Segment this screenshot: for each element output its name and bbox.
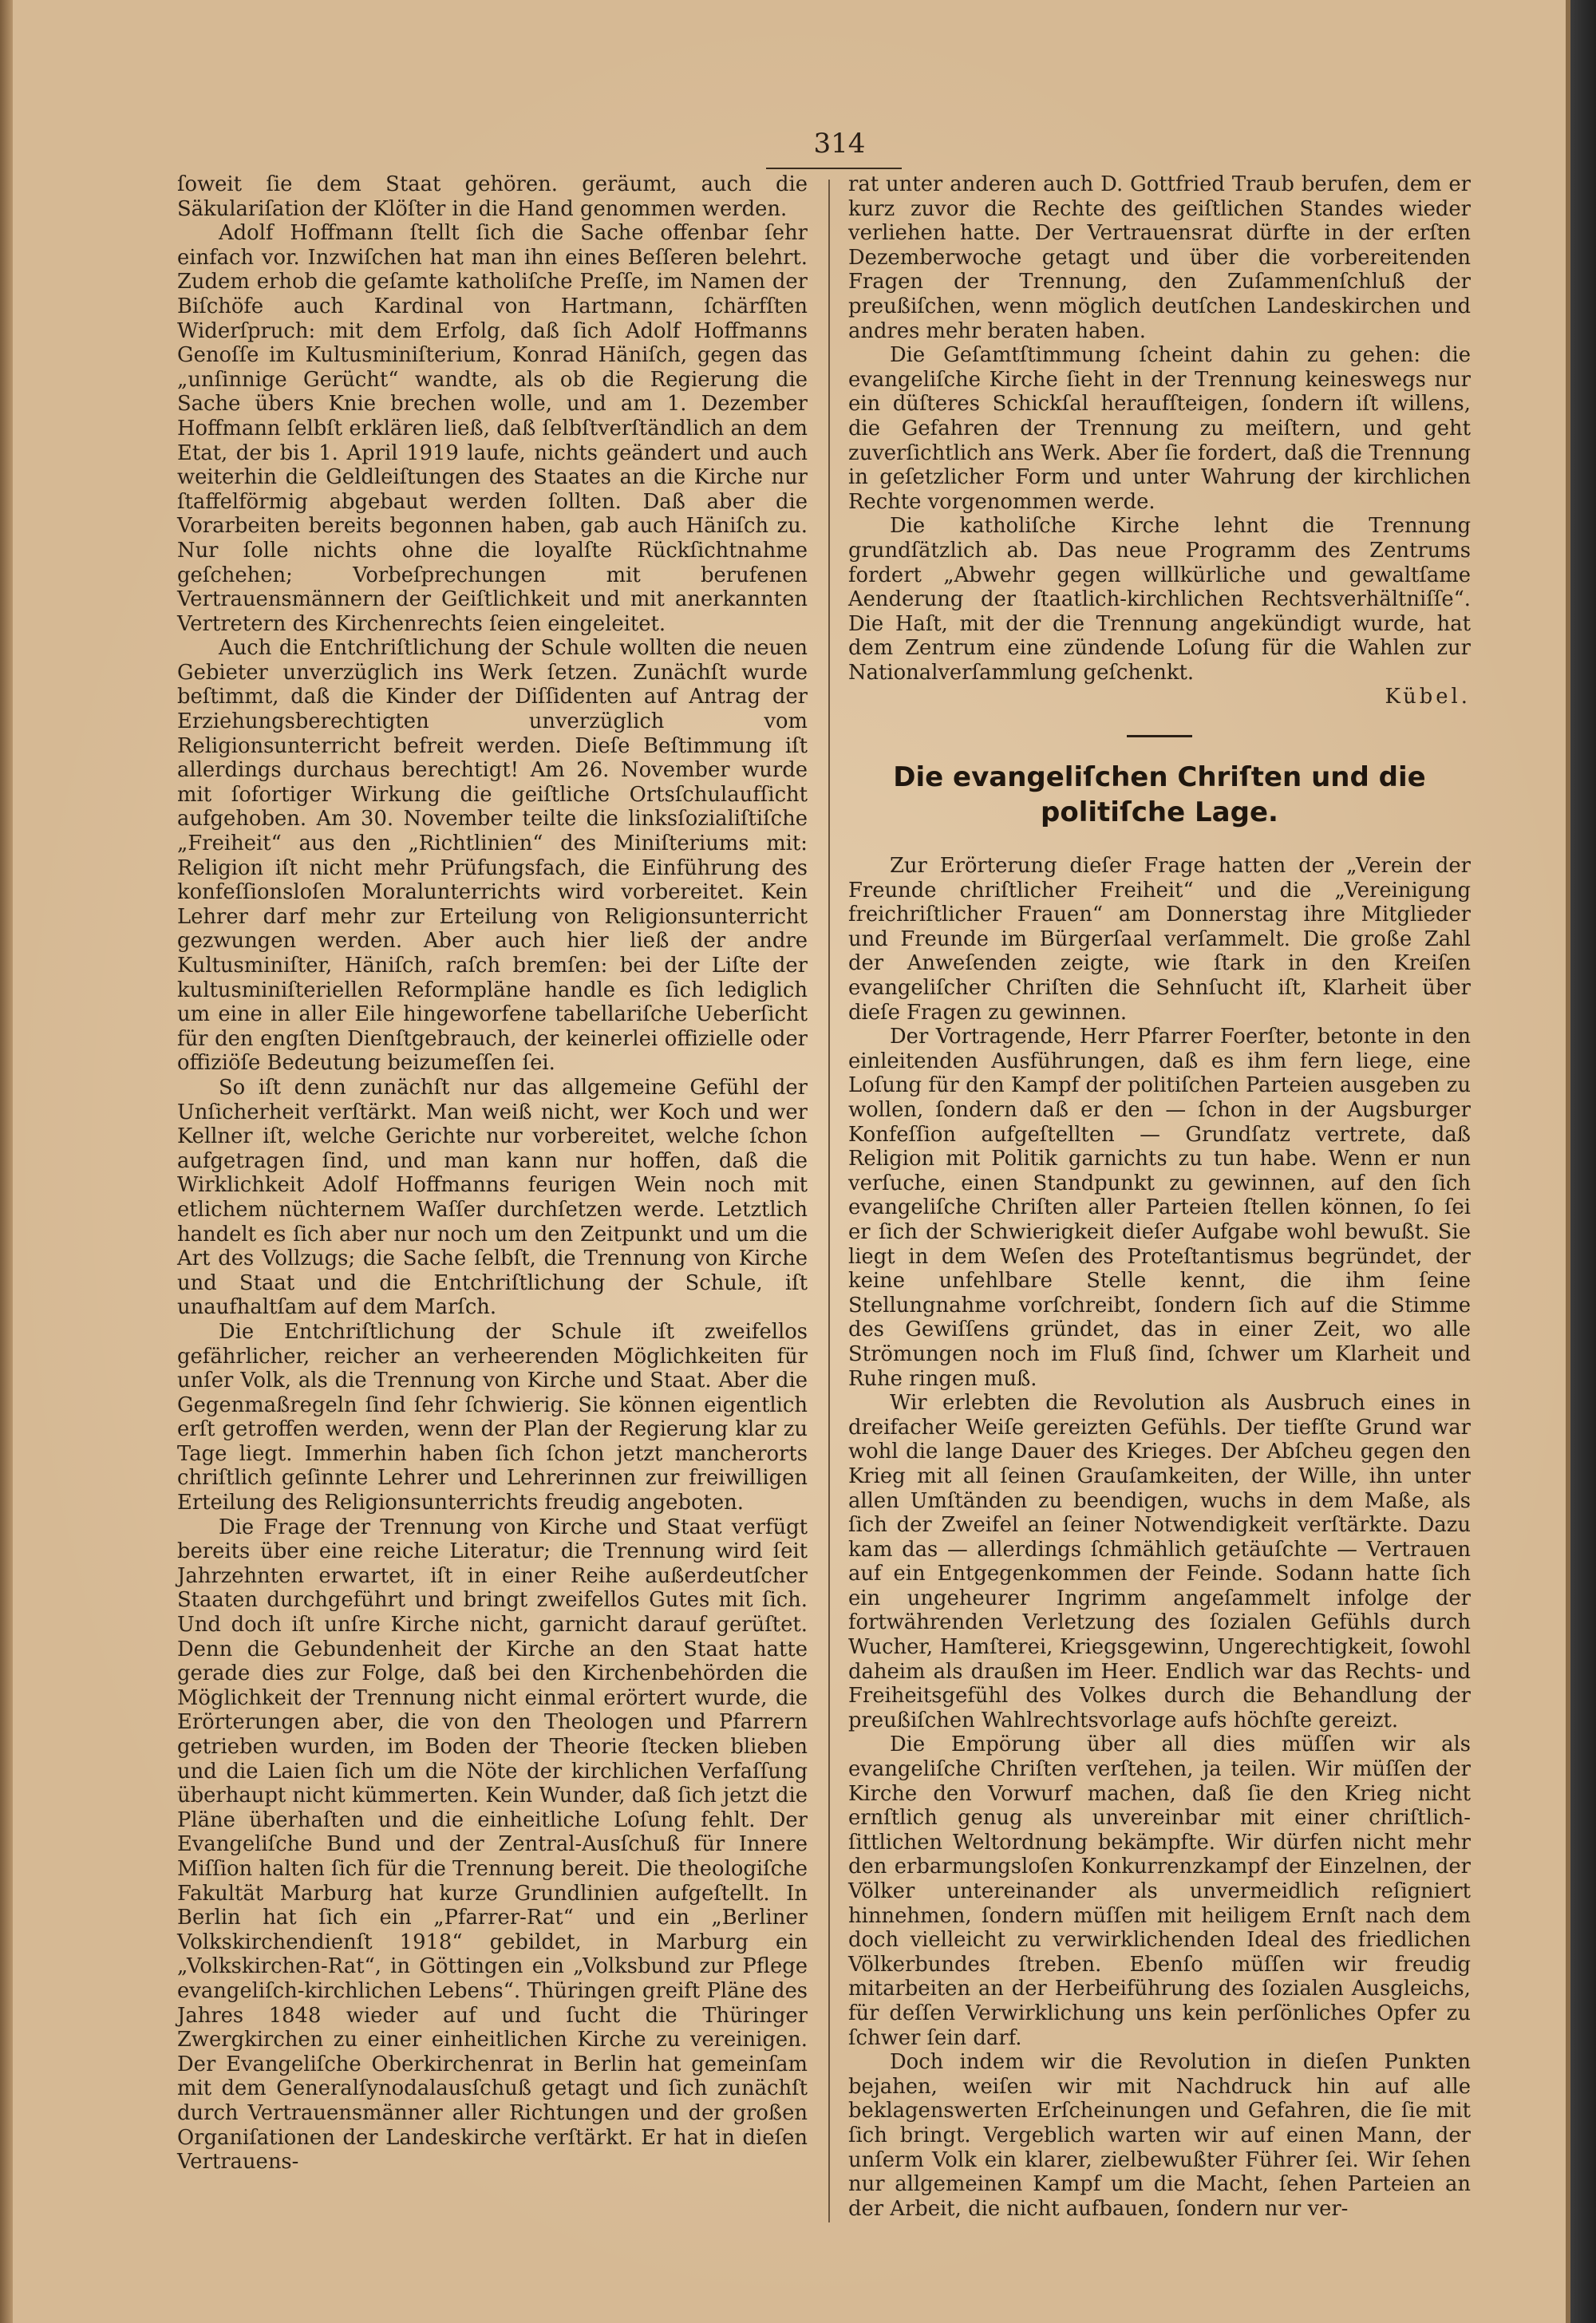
book-spine-shadow bbox=[0, 0, 13, 2323]
column-divider bbox=[828, 180, 830, 2222]
book-cover-board bbox=[1570, 0, 1596, 2323]
right-column bbox=[848, 172, 1471, 2221]
header-rule bbox=[766, 168, 902, 169]
right-paragraph-1: rat unter anderen auch D. Gottfried Traub berufen, dem er kurz zuvor die Rechte des geiſtlichen Standes wieder verliehen hatte. Der Vertrauensrat dürfte in der erſten Dezemberwoche getagt und über die vorbereitenden Fragen der Trennung, den Zuſammenſchluß der preußiſchen, wenn möglich deutſchen Landeskirchen und andres mehr beraten haben. bbox=[848, 172, 1471, 343]
right-paragraph-3: Die katholiſche Kirche lehnt die Trennung grundſätzlich ab. Das neue Programm des Zentrums fordert „Abwehr gegen willkürliche und gewaltſame Aenderung der ſtaatlich-kirchlichen Rechtsverhältniſſe“. Die Haſt, mit der die Trennung angekündigt wurde, hat dem Zentrum eine zündende Loſung für die Wahlen zur Nationalverſammlung geſchenkt. bbox=[848, 514, 1471, 685]
left-column bbox=[177, 172, 808, 2175]
article-separator-rule bbox=[1127, 735, 1192, 737]
article-paragraph-1: Zur Erörterung dieſer Frage hatten der „Verein der Freunde chriſtlicher Freiheit“ und die „Vereinigung freichriſtlicher Frauen“ am Donnerstag ihre Mitglieder und Freunde im Bürgerſaal verſammelt. Die große Zahl der Anweſenden zeigte, wie ſtark in den Kreiſen evangeliſcher Chriſten die Sehnſucht iſt, Klarheit über dieſe Fragen zu gewinnen. bbox=[848, 854, 1471, 1025]
right-paragraph-2: Die Geſamtſtimmung ſcheint dahin zu gehen: die evangeliſche Kirche ſieht in der Trennung keineswegs nur ein düſteres Schickſal heraufſteigen, ſondern iſt willens, die Gefahren der Trennung zu meiſtern, und geht zuverſichtlich ans Werk. Aber ſie fordert, daß die Trennung in geſetzlicher Form und unter Wahrung der kirchlichen Rechte vorgenommen werde. bbox=[848, 343, 1471, 514]
left-paragraph-2: Adolf Hoffmann ſtellt ſich die Sache offenbar ſehr einfach vor. Inzwiſchen hat man ihn eines Beſſeren belehrt. Zudem erhob die geſamte katholiſche Preſſe, im Namen der Biſchöfe auch Kardinal von Hartmann, ſchärfſten Widerſpruch: mit dem Erfolg, daß ſich Adolf Hoffmanns Genoſſe im Kultusminiſterium, Konrad Häniſch, gegen das „unſinnige Gerücht“ wandte, als ob die Regierung die Sache übers Knie brechen wolle, und am 1. Dezember Hoffmann ſelbſt erklären ließ, daß ſelbſtverſtändlich an dem Etat, der bis 1. April 1919 laufe, nichts geändert und auch weiterhin die Geldleiſtungen des Staates an die Kirche nur ſtaffelförmig abgebaut werden ſollten. Daß aber die Vorarbeiten bereits begonnen haben, gab auch Häniſch zu. Nur ſolle nichts ohne die loyalſte Rückſichtnahme geſchehen; Vorbeſprechungen mit berufenen Vertrauensmännern der Geiſtlichkeit und mit anerkannten Vertretern des Kirchenrechts ſeien eingeleitet. bbox=[177, 221, 808, 636]
article-paragraph-4: Die Empörung über all dies müſſen wir als evangeliſche Chriſten verſtehen, ja teilen. Wir müſſen der Kirche den Vorwurf machen, daß ſie den Krieg nicht ernſtlich genug als unvereinbar mit einer chriſtlich-ſittlichen Weltordnung bekämpfte. Wir dürfen nicht mehr den erbarmungsloſen Konkurrenzkampf der Einzelnen, der Völker untereinander als unvermeidlich reſigniert hinnehmen, ſondern müſſen mit heiligem Ernſt nach dem doch vielleicht zu verwirklichenden Ideal des friedlichen Völkerbundes ſtreben. Ebenſo müſſen wir freudig mitarbeiten an der Herbeiführung des ſozialen Ausgleichs, für deſſen Verwirklichung uns kein perſönliches Opfer zu ſchwer ſein darf. bbox=[848, 1732, 1471, 2050]
left-paragraph-5: Die Entchriſtlichung der Schule iſt zweifellos gefährlicher, reicher an verheerenden Möglichkeiten für unſer Volk, als die Trennung von Kirche und Staat. Aber die Gegenmaßregeln ſind ſehr ſchwierig. Sie können eigentlich erſt getroffen werden, wenn der Plan der Regierung klar zu Tage liegt. Immerhin haben ſich ſchon jetzt mancherorts chriſtlich geſinnte Lehrer und Lehrerinnen zur freiwilligen Erteilung des Religionsunterrichts freudig angeboten. bbox=[177, 1319, 808, 1515]
article-signature: Kübel. bbox=[1385, 685, 1471, 709]
article-paragraph-5: Doch indem wir die Revolution in dieſen Punkten bejahen, weiſen wir mit Nachdruck hin auf alle beklagenswerten Erſcheinungen und Gefahren, die ſie mit ſich bringt. Vergeblich warten wir auf einen Mann, der unſerm Volk ein klarer, zielbewußter Führer ſei. Wir ſehen nur allgemeinen Kampf um die Macht, ſehen Parteien an der Arbeit, die nicht aufbauen, ſondern nur ver- bbox=[848, 2050, 1471, 2221]
signature-row bbox=[848, 685, 1471, 709]
left-paragraph-6: Die Frage der Trennung von Kirche und Staat verfügt bereits über eine reiche Literatur; die Trennung wird ſeit Jahrzehnten erwartet, iſt in einer Reihe außerdeutſcher Staaten durchgeführt und bringt zweifellos Gutes mit ſich. Und doch iſt unſre Kirche nicht, garnicht darauf gerüſtet. Denn die Gebundenheit der Kirche an den Staat hatte gerade dies zur Folge, daß bei den Kirchenbehörden die Möglichkeit der Trennung nicht einmal erörtert wurde, die Erörterungen aber, die von den Theologen und Pfarrern getrieben wurden, im Boden der Theorie ſtecken blieben und die Laien ſich um die Nöte der kirchlichen Verfaſſung überhaupt nicht kümmerten. Kein Wunder, daß ſich jetzt die Pläne überhaſten und die einheitliche Loſung fehlt. Der Evangeliſche Bund und der Zentral-Ausſchuß für Innere Miſſion halten ſich für die Trennung bereit. Die theologiſche Fakultät Marburg hat kurze Grundlinien aufgeſtellt. In Berlin hat ſich ein „Pfarrer-Rat“ und ein „Berliner Volkskirchendienſt 1918“ gebildet, in Marburg ein „Volkskirchen-Rat“, in Göttingen ein „Volksbund zur Pflege evangeliſch-kirchlichen Lebens“. Thüringen greift Pläne des Jahres 1848 wieder auf und ſucht die Thüringer Zwergkirchen zu einer einheitlichen Kirche zu vereinigen. Der Evangeliſche Oberkirchenrat in Berlin hat gemeinſam mit dem Generalſynodalausſchuß getagt und ſich zunächſt durch Vertrauensmänner aller Richtungen und der großen Organiſationen der Landeskirche verſtärkt. Er hat in dieſen Vertrauens- bbox=[177, 1515, 808, 2175]
article-paragraph-3: Wir erlebten die Revolution als Ausbruch eines in dreifacher Weiſe gereizten Gefühls. Der tiefſte Grund war wohl die lange Dauer des Krieges. Der Abſcheu gegen den Krieg mit all ſeinen Grauſamkeiten, der Wille, ihn unter allen Umſtänden zu beendigen, wuchs in dem Maße, als ſich der Zweifel an ſeiner Notwendigkeit verſtärkte. Dazu kam das — allerdings ſchmählich getäuſchte — Vertrauen auf ein Entgegenkommen der Feinde. Sodann hatte ſich ein ungeheurer Ingrimm angeſammelt infolge der fortwährenden Verletzung des ſozialen Gefühls durch Wucher, Hamſterei, Kriegsgewinn, Ungerechtigkeit, ſowohl daheim als draußen im Heer. Endlich war das Rechts- und Freiheitsgefühl des Volkes durch die Behandlung der preußiſchen Wahlrechtsvorlage aufs höchſte gereizt. bbox=[848, 1391, 1471, 1732]
left-paragraph-3: Auch die Entchriſtlichung der Schule wollten die neuen Gebieter unverzüglich ins Werk ſetzen. Zunächſt wurde beſtimmt, daß die Kinder der Diſſidenten auf Antrag der Erziehungsberechtigten unverzüglich vom Religionsunterricht befreit werden. Dieſe Beſtimmung iſt allerdings durchaus berechtigt! Am 26. November wurde mit ſofortiger Wirkung die geiſtliche Ortsſchulaufſicht aufgehoben. Am 30. November teilte die linksſozialiſtiſche „Freiheit“ aus den „Richtlinien“ des Miniſteriums mit: Religion iſt nicht mehr Prüfungsfach, die Einführung des konfeſſionsloſen Moralunterrichts wird vorbereitet. Kein Lehrer darf mehr zur Erteilung von Religionsunterricht gezwungen werden. Aber auch hier ließ der andre Kultusminiſter, Häniſch, raſch bremſen: bei der Liſte der kultusminiſteriellen Reformpläne handle es ſich lediglich um eine in aller Eile hingeworfene tabellariſche Ueberſicht für den engſten Dienſtgebrauch, der keinerlei offizielle oder offiziöſe Bedeutung beizumeſſen ſei. bbox=[177, 636, 808, 1076]
article-paragraph-2: Der Vortragende, Herr Pfarrer Foerſter, betonte in den einleitenden Ausführungen, daß es ihm fern liege, eine Loſung für den Kampf der politiſchen Parteien ausgeben zu wollen, ſondern daß er den — ſchon in der Augsburger Konfeſſion aufgeſtellten — Grundſatz vertrete, daß Religion mit Politik garnichts zu tun habe. Wenn er nun verſuche, einen Standpunkt zu gewinnen, auf den ſich evangeliſche Chriſten aller Parteien ſtellen können, ſo ſei er ſich der Schwierigkeit dieſer Aufgabe wohl bewußt. Sie liegt in dem Weſen des Proteſtantismus begründet, der keine unfehlbare Stelle kennt, die ihm ſeine Stellungnahme vorſchreibt, ſondern ſich auf die Stimme des Gewiſſens gründet, das in einer Zeit, wo alle Strömungen noch im Fluß ſind, ſchwer um Klarheit und Ruhe ringen muß. bbox=[848, 1025, 1471, 1391]
page-number: 314 bbox=[813, 128, 866, 160]
left-paragraph-1: ſoweit ſie dem Staat gehören. geräumt, auch die Säkulariſation der Klöſter in die Hand genommen werden. bbox=[177, 172, 808, 221]
article-title: Die evangeliſchen Chriſten und die politiſche Lage. bbox=[893, 761, 1426, 829]
left-paragraph-4: So iſt denn zunächſt nur das allgemeine Gefühl der Unſicherheit verſtärkt. Man weiß nicht, wer Koch und wer Kellner iſt, welche Gerichte nur vorbereitet, welche ſchon aufgetragen ſind, und man kann nur hoffen, daß die Wirklichkeit Adolf Hoffmanns feurigen Wein noch mit etlichem nüchternem Waſſer durchſetzen werde. Letztlich handelt es ſich aber nur noch um den Zeitpunkt und um die Art des Vollzugs; die Sache ſelbſt, die Trennung von Kirche und Staat und die Entchriſtlichung der Schule, iſt unaufhaltſam auf dem Marſch. bbox=[177, 1075, 808, 1320]
